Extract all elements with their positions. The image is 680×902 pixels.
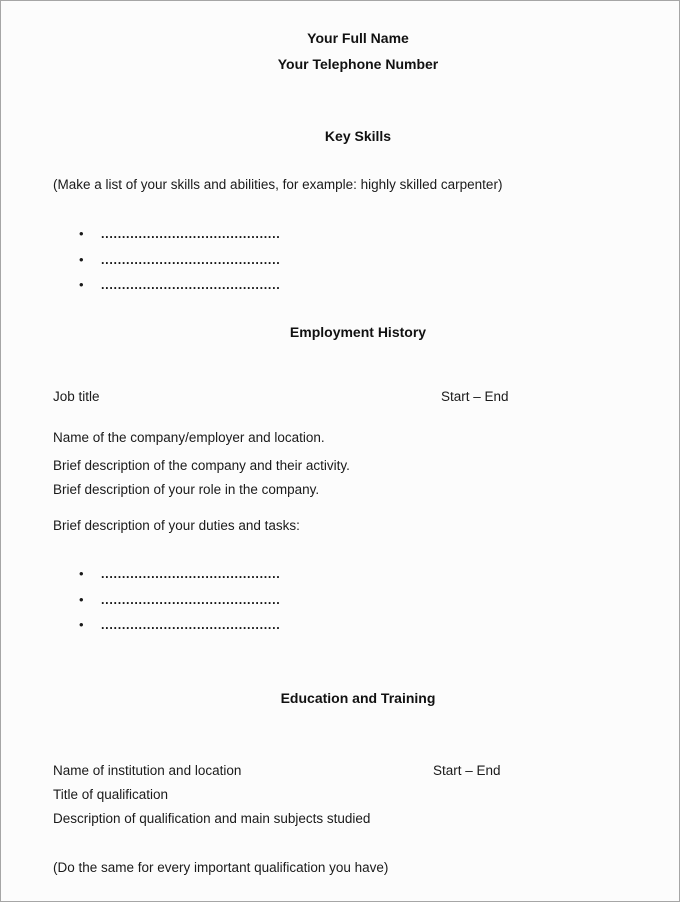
duties-bullet-row <box>79 591 280 609</box>
bullet-icon: • <box>79 226 84 241</box>
education-training-title: Education and Training <box>280 690 436 706</box>
institution-row <box>53 762 663 779</box>
bullet-icon: • <box>79 277 84 292</box>
key-skills-intro: (Make a list of your skills and abilities, for example: highly skilled carpenter) <box>53 177 503 192</box>
job-title-row <box>53 388 663 405</box>
bullet-icon: • <box>79 252 84 267</box>
bullet-icon: • <box>79 566 84 581</box>
company-line: Name of the company/employer and location. <box>53 430 325 445</box>
duties-bullet-row <box>79 616 280 634</box>
job-title-label: Job title <box>53 389 100 404</box>
education-note-line: (Do the same for every important qualification you have) <box>53 860 389 875</box>
dotted-fill-line: ........................................... <box>101 253 281 267</box>
role-line: Brief description of your role in the company. <box>53 482 320 497</box>
skills-bullet-row <box>79 251 280 269</box>
dotted-fill-line: ........................................... <box>101 567 281 581</box>
company-activity-line: Brief description of the company and their activity. <box>53 458 350 473</box>
employment-history-title: Employment History <box>289 324 427 340</box>
dotted-fill-line: ........................................... <box>101 227 281 241</box>
skills-bullet-row <box>79 225 280 243</box>
duties-line: Brief description of your duties and tasks: <box>53 518 300 533</box>
bullet-icon: • <box>79 617 84 632</box>
dotted-fill-line: ........................................... <box>101 618 281 632</box>
dotted-fill-line: ........................................... <box>101 278 281 292</box>
institution-label: Name of institution and location <box>53 763 242 778</box>
full-name-heading: Your Full Name <box>307 30 409 46</box>
bullet-icon: • <box>79 592 84 607</box>
key-skills-title: Key Skills <box>324 128 392 144</box>
qualification-desc-line: Description of qualification and main subjects studied <box>53 811 371 826</box>
telephone-heading: Your Telephone Number <box>277 56 439 72</box>
skills-bullet-row <box>79 276 280 294</box>
employment-date-range-label: Start – End <box>441 389 509 404</box>
dotted-fill-line: ........................................... <box>101 593 281 607</box>
duties-bullet-row <box>79 565 280 583</box>
qualification-title-line: Title of qualification <box>53 787 169 802</box>
education-date-range-label: Start – End <box>433 763 501 778</box>
